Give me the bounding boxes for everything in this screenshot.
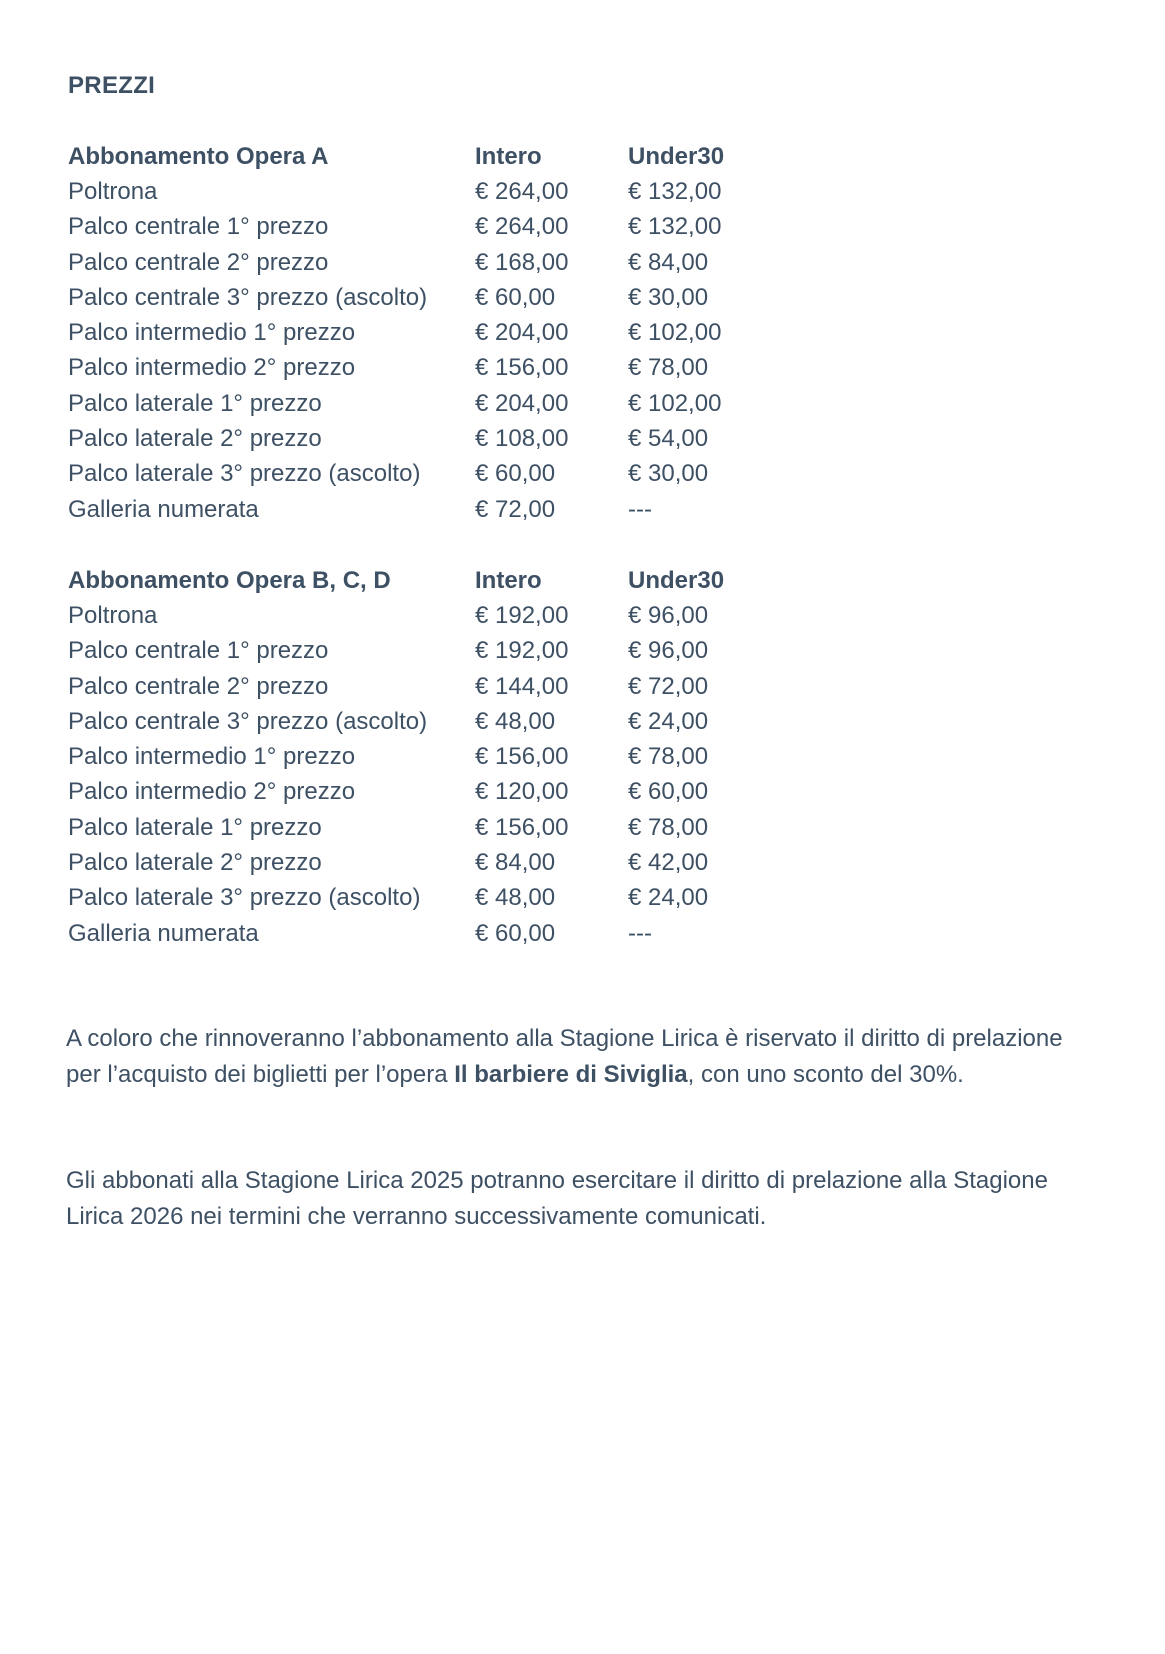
table-row: [68, 457, 768, 492]
seat-category: Galleria numerata: [68, 919, 259, 947]
table-row: [68, 739, 768, 774]
seat-category: Palco intermedio 1° prezzo: [68, 743, 356, 771]
under30-price: € 54,00: [628, 425, 709, 453]
table-row: [68, 174, 768, 209]
full-price: € 48,00: [475, 884, 556, 912]
under30-price: € 60,00: [628, 778, 709, 806]
renewal-paragraph: [66, 1021, 1086, 1092]
seat-category: Palco laterale 2° prezzo: [68, 849, 322, 877]
seat-category: Palco centrale 1° prezzo: [68, 637, 329, 665]
seat-category: Palco centrale 3° prezzo (ascolto): [68, 707, 428, 735]
full-price: € 264,00: [475, 213, 569, 241]
full-price: € 204,00: [475, 389, 569, 417]
under30-price: € 24,00: [628, 884, 709, 912]
table-row: [68, 810, 768, 845]
table-row: [68, 280, 768, 315]
full-price: € 156,00: [475, 743, 569, 771]
table-row: [68, 916, 768, 951]
header-subscription-name: Abbonamento Opera B, C, D: [68, 566, 391, 594]
full-price: € 168,00: [475, 248, 569, 276]
seat-category: Palco laterale 3° prezzo (ascolto): [68, 884, 421, 912]
header-under30-price: Under30: [628, 566, 725, 594]
under30-price: € 78,00: [628, 813, 709, 841]
full-price: € 48,00: [475, 707, 556, 735]
under30-price: € 84,00: [628, 248, 709, 276]
table-row: [68, 386, 768, 421]
seat-category: Poltrona: [68, 601, 158, 629]
table-row: [68, 704, 768, 739]
table-row: [68, 245, 768, 280]
full-price: € 120,00: [475, 778, 569, 806]
seat-category: Palco laterale 1° prezzo: [68, 813, 322, 841]
under30-price: € 102,00: [628, 389, 722, 417]
subscribers-paragraph: Gli abbonati alla Stagione Lirica 2025 potranno esercitare il diritto di prelazione alla Stagione Lirica 2026 nei termini che verranno successivamente comunicati.: [66, 1167, 1048, 1230]
opera-title: Il barbiere di Siviglia: [454, 1060, 688, 1088]
under30-price: ---: [628, 495, 652, 523]
seat-category: Palco centrale 2° prezzo: [68, 248, 329, 276]
full-price: € 156,00: [475, 354, 569, 382]
full-price: € 72,00: [475, 495, 556, 523]
table-header-row: [68, 563, 768, 598]
under30-price: € 78,00: [628, 354, 709, 382]
page-title: PREZZI: [68, 72, 156, 99]
under30-price: € 96,00: [628, 637, 709, 665]
full-price: € 60,00: [475, 460, 556, 488]
header-under30-price: Under30: [628, 142, 725, 170]
under30-price: ---: [628, 919, 652, 947]
renewal-text-end: , con uno sconto del 30%.: [687, 1060, 964, 1088]
full-price: € 264,00: [475, 177, 569, 205]
under30-price: € 78,00: [628, 743, 709, 771]
seat-category: Palco laterale 3° prezzo (ascolto): [68, 460, 421, 488]
under30-price: € 102,00: [628, 319, 722, 347]
table-row: [68, 598, 768, 633]
seat-category: Palco intermedio 2° prezzo: [68, 778, 356, 806]
full-price: € 204,00: [475, 319, 569, 347]
renewal-text-start: A coloro che rinnoveranno l’abbonamento alla Stagione Lirica è riservato il diritto di prelazione per l’acquisto dei biglietti per l’opera: [66, 1025, 1063, 1088]
price-table-opera-bcd: [68, 563, 768, 951]
full-price: € 60,00: [475, 283, 556, 311]
seat-category: Palco centrale 3° prezzo (ascolto): [68, 283, 428, 311]
header-full-price: Intero: [475, 142, 542, 170]
table-row: [68, 315, 768, 350]
seat-category: Poltrona: [68, 177, 158, 205]
full-price: € 108,00: [475, 425, 569, 453]
table-row: [68, 351, 768, 386]
full-price: € 84,00: [475, 849, 556, 877]
table-row: [68, 669, 768, 704]
table-row: [68, 881, 768, 916]
seat-category: Palco laterale 1° prezzo: [68, 389, 322, 417]
seat-category: Galleria numerata: [68, 495, 259, 523]
table-row: [68, 492, 768, 527]
full-price: € 192,00: [475, 601, 569, 629]
seat-category: Palco laterale 2° prezzo: [68, 425, 322, 453]
header-subscription-name: Abbonamento Opera A: [68, 142, 329, 170]
table-row: [68, 634, 768, 669]
full-price: € 192,00: [475, 637, 569, 665]
table-header-row: [68, 139, 768, 174]
under30-price: € 72,00: [628, 672, 709, 700]
under30-price: € 30,00: [628, 460, 709, 488]
seat-category: Palco intermedio 1° prezzo: [68, 319, 356, 347]
seat-category: Palco intermedio 2° prezzo: [68, 354, 356, 382]
under30-price: € 132,00: [628, 213, 722, 241]
header-full-price: Intero: [475, 566, 542, 594]
seat-category: Palco centrale 1° prezzo: [68, 213, 329, 241]
under30-price: € 96,00: [628, 601, 709, 629]
full-price: € 156,00: [475, 813, 569, 841]
table-row: [68, 775, 768, 810]
under30-price: € 42,00: [628, 849, 709, 877]
full-price: € 60,00: [475, 919, 556, 947]
full-price: € 144,00: [475, 672, 569, 700]
table-row: [68, 421, 768, 456]
under30-price: € 24,00: [628, 707, 709, 735]
under30-price: € 30,00: [628, 283, 709, 311]
price-table-opera-a: [68, 139, 768, 527]
table-row: [68, 210, 768, 245]
under30-price: € 132,00: [628, 177, 722, 205]
table-row: [68, 845, 768, 880]
seat-category: Palco centrale 2° prezzo: [68, 672, 329, 700]
